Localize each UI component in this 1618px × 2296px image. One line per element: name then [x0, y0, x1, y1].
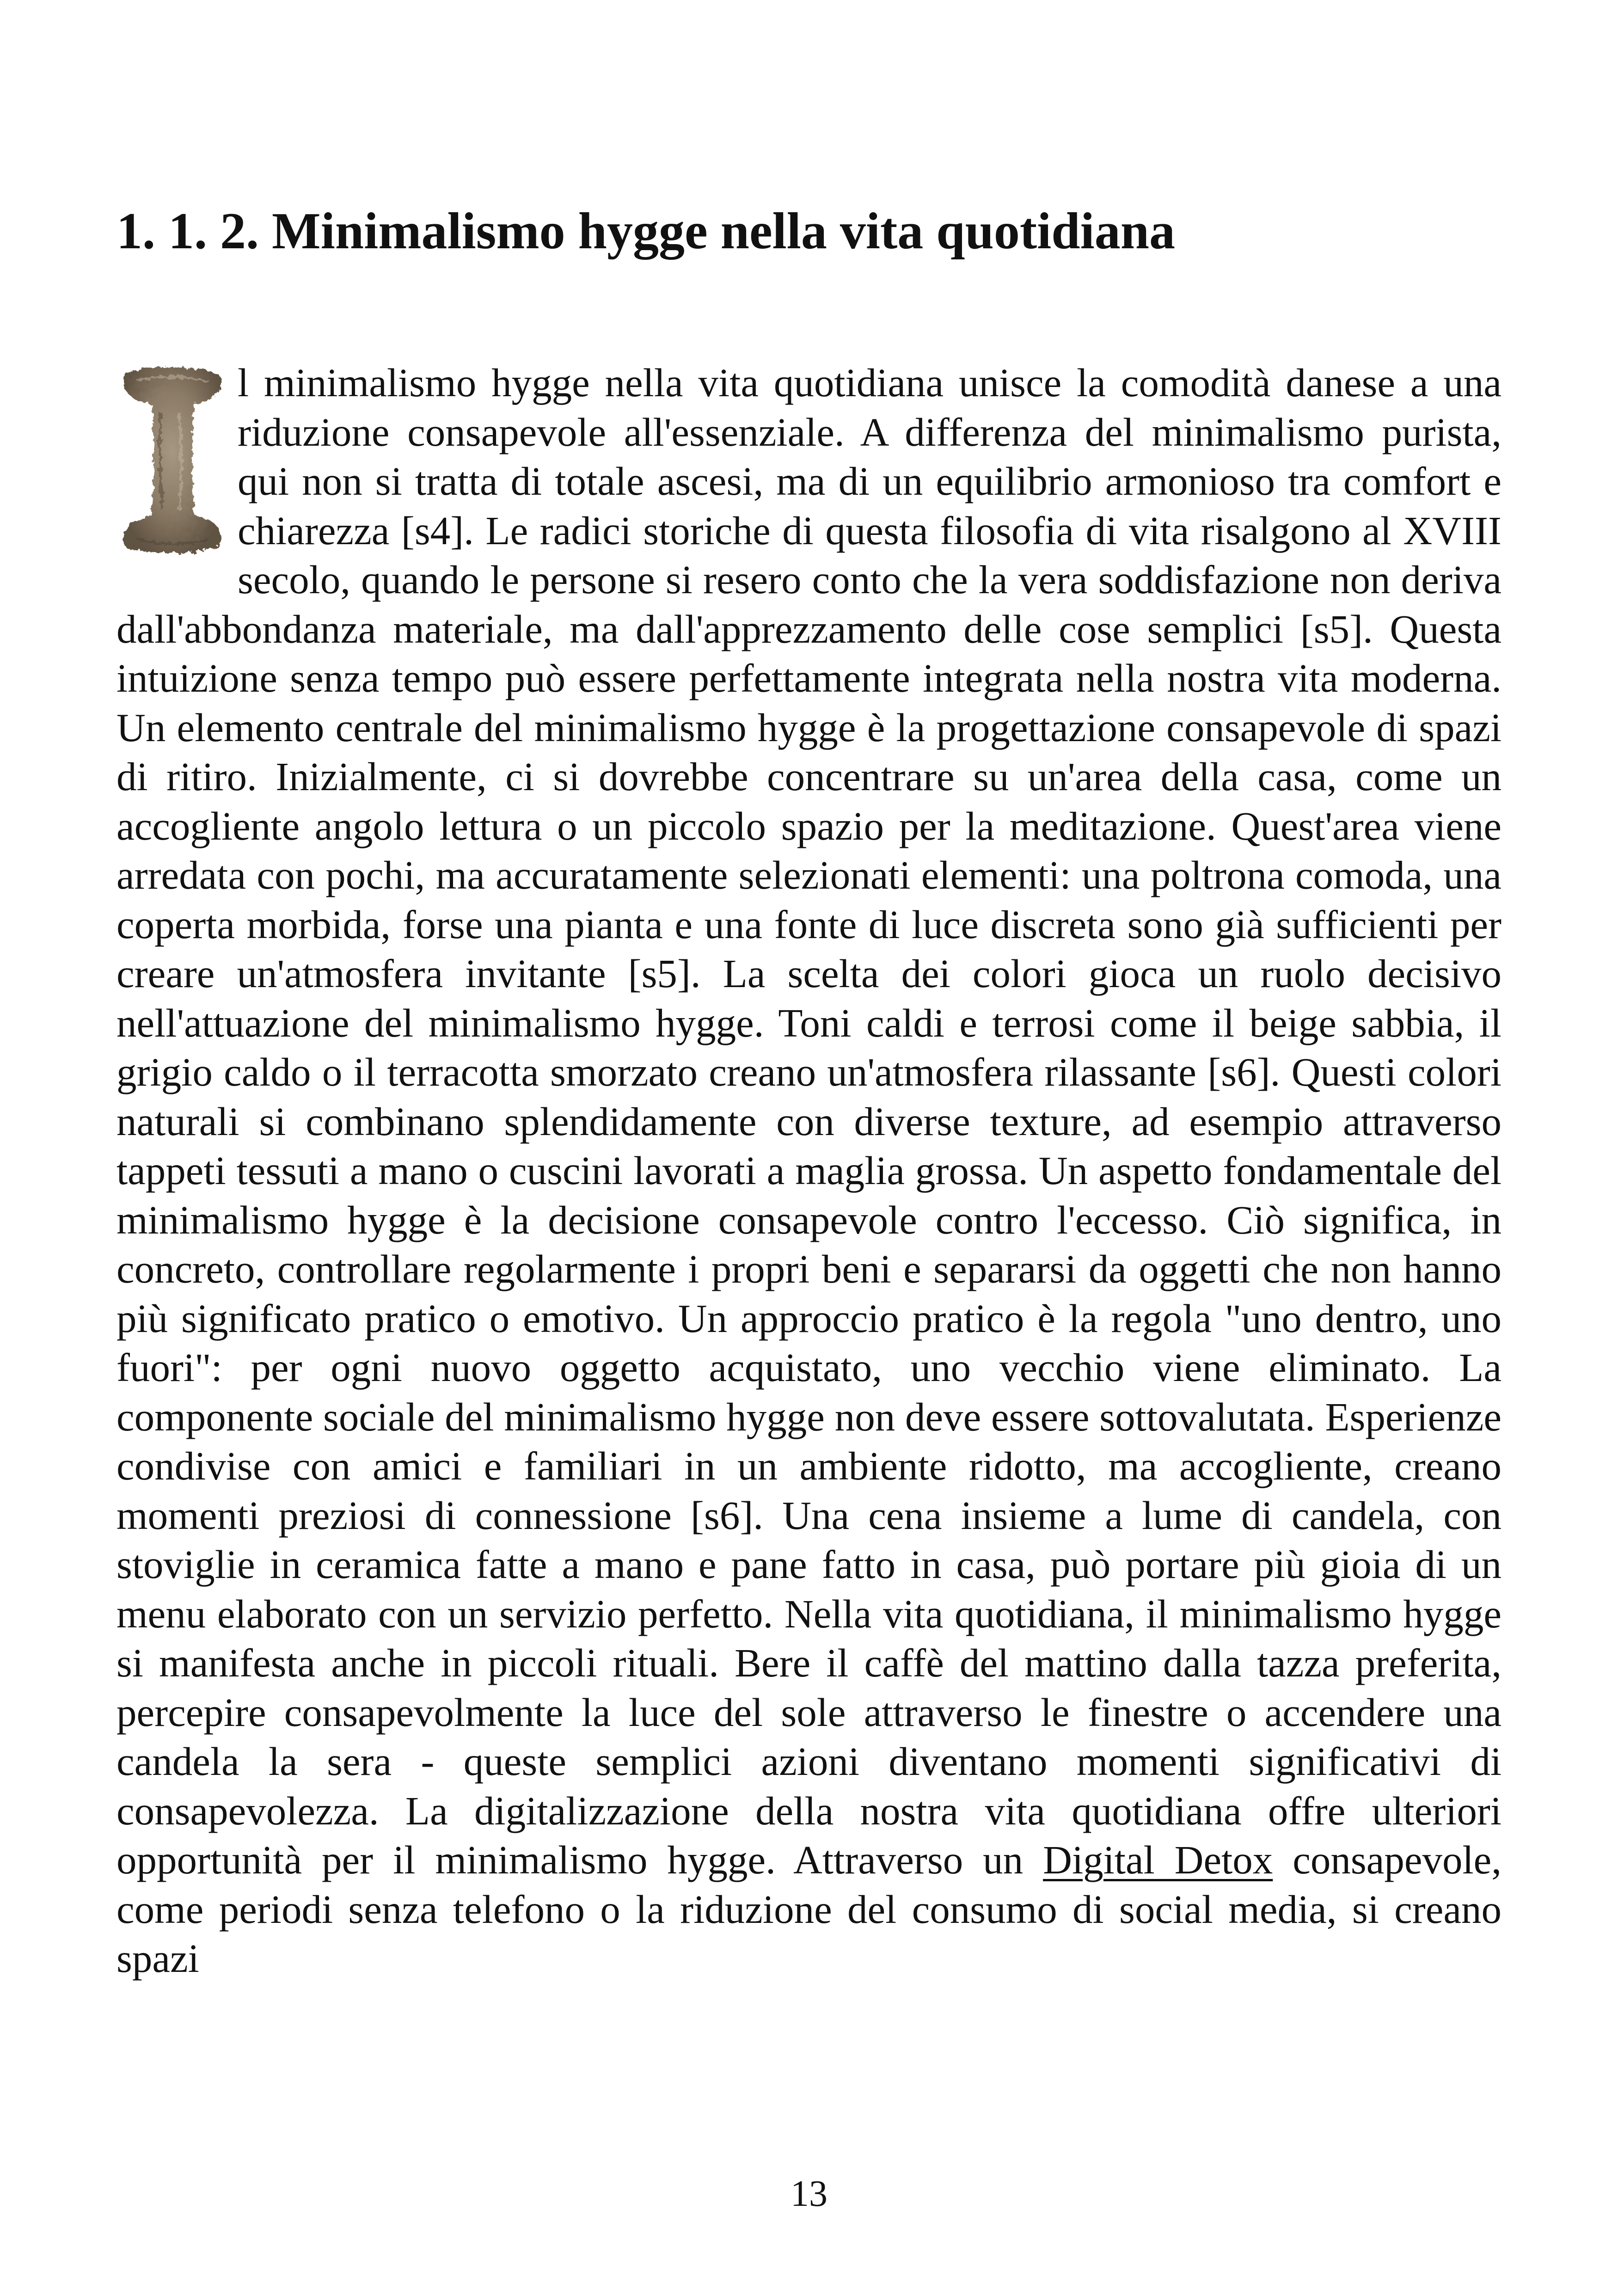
first-word-remainder: l — [238, 360, 249, 405]
paragraph-text-before-link: minimalismo hygge nella vita quotidiana unisce la comodità danese a una riduzione consapevole all'essenziale. A differenza del minimalismo purista, qui non si tratta di totale ascesi, ma di un equilibrio armonioso tra comfort e chiarezza [s4]. Le radici storiche di questa filosofia di vita risalgono al XVIII secolo, quando le persone si resero conto che la vera soddisfazione non deriva dall'abbondanza materiale, ma dall'apprezzamento delle cose semplici [s5]. Questa intuizione senza tempo può essere perfettamente integrata nella nostra vita moderna. Un elemento centrale del minimalismo hygge è la progettazione consapevole di spazi di ritiro. Inizialmente, ci si dovrebbe concentrare su un'area della casa, come un accogliente angolo lettura o un piccolo spazio per la meditazione. Quest'area viene arredata con pochi, ma accuratamente selezionati elementi: una poltrona comoda, una coperta morbida, forse una pianta e una fonte di luce discreta sono già sufficienti per creare un'atmosfera invitante [s5]. La scelta dei colori gioca un ruolo decisivo nell'attuazione del minimalismo hygge. Toni caldi e terrosi come il beige sabbia, il grigio caldo o il terracotta smorzato creano un'atmosfera rilassante [s6]. Questi colori naturali si combinano splendidamente con diverse texture, ad esempio attraverso tappeti tessuti a mano o cuscini lavorati a maglia grossa. Un aspetto fondamentale del minimalismo hygge è la decisione consapevole contro l'eccesso. Ciò significa, in concreto, controllare regolarmente i propri beni e separarsi da oggetti che non hanno più significato pratico o emotivo. Un approccio pratico è la regola "uno dentro, uno fuori": per ogni nuovo oggetto acquistato, uno vecchio viene eliminato. La componente sociale del minimalismo hygge non deve essere sottovalutata. Esperienze condivise con amici e familiari in un ambiente ridotto, ma accogliente, creano momenti preziosi di connessione [s6]. Una cena insieme a lume di candela, con stoviglie in ceramica fatte a mano e pane fatto in casa, può portare più gioia di un menu elaborato con un servizio perfetto. Nella vita quotidiana, il minimalismo hygge si manifesta anche in piccoli rituali. Bere il caffè del mattino dalla tazza preferita, percepire consapevolmente la luce del sole attraverso le finestre o accendere una candela la sera - queste semplici azioni diventano momenti significativi di consapevolezza. La digitalizzazione della nostra vita quotidiana offre ulteriori opportunità per il minimalismo hygge. Attraverso un — [116, 360, 1502, 1882]
section-heading: 1. 1. 2. Minimalismo hygge nella vita quotidiana — [116, 203, 1175, 260]
body-paragraph — [116, 358, 1502, 1983]
paragraph-text-after-link: consapevole, come periodi senza telefono o la riduzione del consumo di social media, si creano spazi — [116, 1837, 1502, 1981]
drop-cap-letter-i — [115, 362, 229, 556]
page-number: 13 — [791, 2173, 827, 2214]
digital-detox-link[interactable]: Digital Detox — [1043, 1837, 1273, 1882]
